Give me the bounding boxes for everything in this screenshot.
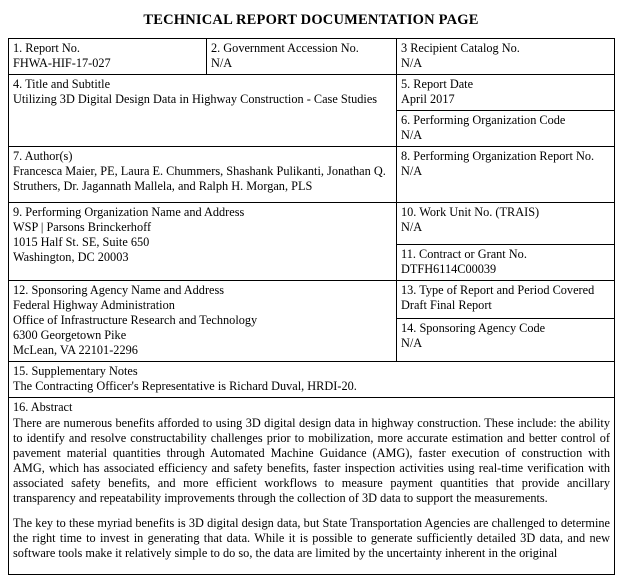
cell-report-type-period: [397, 281, 615, 319]
sponsoring-agency-code-value: N/A: [401, 336, 423, 350]
title-subtitle-value: Utilizing 3D Digital Design Data in Highway Construction - Case Studies: [13, 92, 378, 106]
sponsoring-agency-line3: 6300 Georgetown Pike: [13, 328, 127, 342]
authors-value: Francesca Maier, PE, Laura E. Chummers, Shashank Pulikanti, Jonathan Q. Struthers, Dr. Jagannath Mallela, and Ralph H. Morgan, PLS: [13, 164, 386, 193]
abstract-paragraph-2: The key to these myriad benefits is 3D digital design data, but State Transportation Agencies are challenged to determine the right time to invest in generating that data. While it is possible to generate sufficiently detailed 3D data, and new software tools make it relatively simple to do so, the data are limited by the uncertainty inherent in the original: [13, 516, 610, 560]
supplementary-notes-label: 15. Supplementary Notes: [13, 364, 138, 378]
cell-sponsoring-agency-name-address: [9, 281, 397, 362]
supplementary-notes-value: The Contracting Officer's Representative is Richard Duval, HRDI-20.: [13, 379, 357, 393]
abstract-paragraph-1: There are numerous benefits afforded to using 3D digital design data in highway construction. These include: the ability to identify and resolve constructability challenges prior to mobilization, more accurate estimation and better control of pavement material quantities through Automated Machine Guidance (AMG), faster execution of construction with AMG, which has associated efficiency and safety benefits, faster inspection activities using real-time verification with associated safety benefits, and more efficient workflows to measure payment quantities that provide ancillary transparency and repeatability improvements through the collection of 3D data to support the measurements.: [13, 416, 610, 505]
recipient-catalog-value: N/A: [401, 56, 423, 70]
work-unit-label: 10. Work Unit No. (TRAIS): [401, 205, 540, 219]
page-title: TECHNICAL REPORT DOCUMENTATION PAGE: [143, 12, 479, 28]
performing-org-report-value: N/A: [401, 164, 423, 178]
table-row: [9, 39, 615, 75]
sponsoring-agency-line4: McLean, VA 22101-2296: [13, 343, 138, 357]
report-type-label: 13. Type of Report and Period Covered: [401, 283, 595, 297]
table-row: [9, 281, 615, 319]
performing-org-name-line3: Washington, DC 20003: [13, 250, 129, 264]
cell-authors: [9, 147, 397, 203]
authors-label: 7. Author(s): [13, 149, 73, 163]
cell-abstract: [9, 398, 615, 575]
gov-accession-value: N/A: [211, 56, 233, 70]
report-date-value: April 2017: [401, 92, 455, 106]
cell-performing-org-name-address: [9, 203, 397, 281]
performing-org-name-line2: 1015 Half St. SE, Suite 650: [13, 235, 150, 249]
performing-org-name-label: 9. Performing Organization Name and Address: [13, 205, 245, 219]
cell-government-accession: [207, 39, 397, 75]
contract-label: 11. Contract or Grant No.: [401, 247, 527, 261]
contract-value: DTFH6114C00039: [401, 262, 497, 276]
performing-org-name-line1: WSP | Parsons Brinckerhoff: [13, 220, 152, 234]
gov-accession-label: 2. Government Accession No.: [211, 41, 359, 55]
table-row: [9, 398, 615, 575]
cell-title-and-subtitle: [9, 75, 397, 147]
report-no-value: FHWA-HIF-17-027: [13, 56, 111, 70]
report-type-value: Draft Final Report: [401, 298, 492, 312]
recipient-catalog-label: 3 Recipient Catalog No.: [401, 41, 520, 55]
performing-org-code-value: N/A: [401, 128, 423, 142]
cell-performing-org-code: [397, 111, 615, 147]
title-subtitle-label: 4. Title and Subtitle: [13, 77, 111, 91]
report-date-label: 5. Report Date: [401, 77, 474, 91]
sponsoring-agency-line1: Federal Highway Administration: [13, 298, 175, 312]
sponsoring-agency-label: 12. Sponsoring Agency Name and Address: [13, 283, 225, 297]
cell-sponsoring-agency-code: [397, 319, 615, 362]
sponsoring-agency-code-label: 14. Sponsoring Agency Code: [401, 321, 546, 335]
technical-report-documentation-table: [8, 38, 615, 575]
performing-org-report-label: 8. Performing Organization Report No.: [401, 149, 595, 163]
cell-report-date: [397, 75, 615, 111]
table-row: [9, 147, 615, 203]
cell-contract-or-grant-no: [397, 245, 615, 281]
abstract-label: 16. Abstract: [13, 400, 73, 414]
report-no-label: 1. Report No.: [13, 41, 80, 55]
cell-recipient-catalog: [397, 39, 615, 75]
cell-work-unit-no: [397, 203, 615, 245]
work-unit-value: N/A: [401, 220, 423, 234]
cell-performing-org-report-no: [397, 147, 615, 203]
cell-report-no: [9, 39, 207, 75]
table-row: [9, 75, 615, 111]
table-row: [9, 203, 615, 245]
performing-org-code-label: 6. Performing Organization Code: [401, 113, 566, 127]
sponsoring-agency-line2: Office of Infrastructure Research and Technology: [13, 313, 258, 327]
cell-supplementary-notes: [9, 362, 615, 398]
table-row: [9, 362, 615, 398]
